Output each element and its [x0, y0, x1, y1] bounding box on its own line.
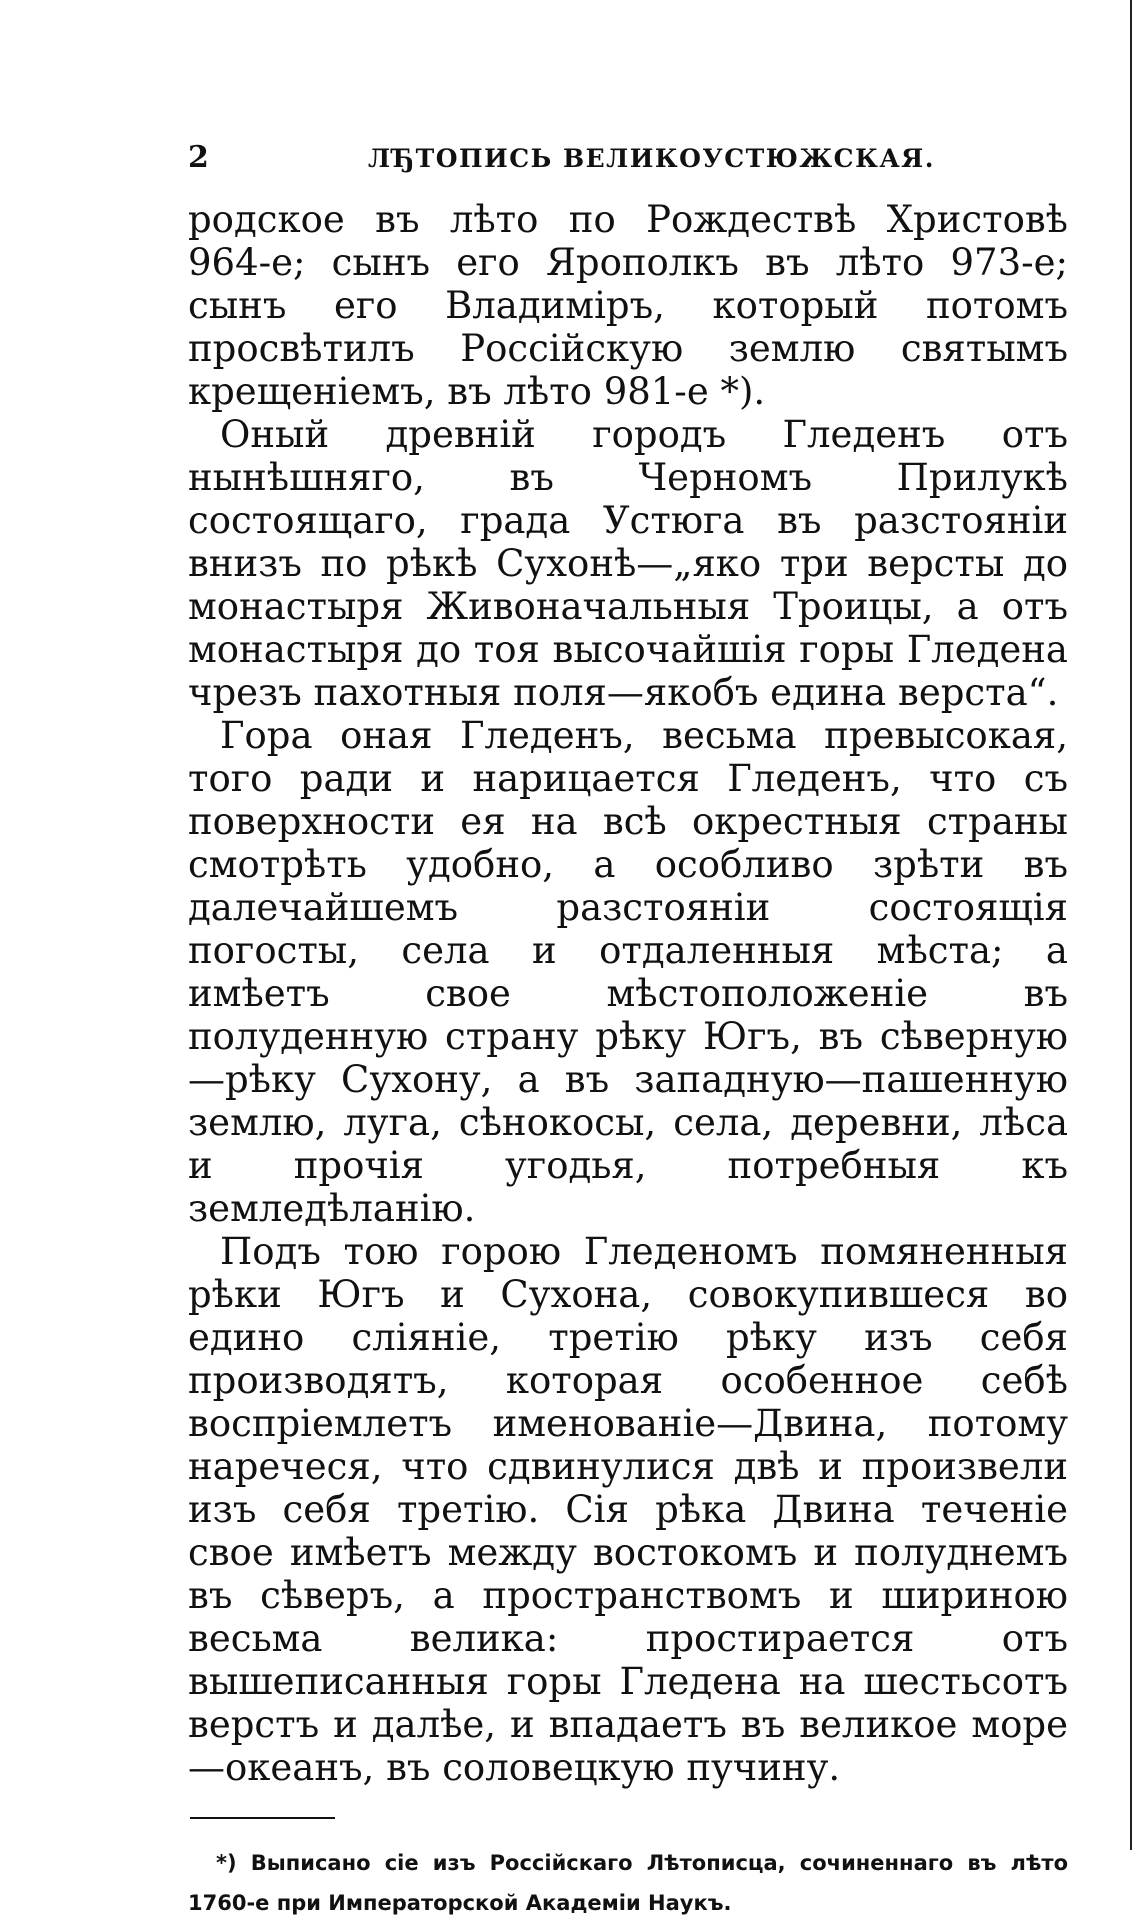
paragraph-gleden-town: Оный древній городъ Гледенъ отъ нынѣшняго, въ Черномъ Прилукѣ состоящаго, града Устюга въ разстояніи внизъ по рѣкѣ Сухонѣ—„яко три версты до монастыря Живоначальныя Троицы, а отъ монастыря до тоя высочайшія горы Гледена чрезъ пахотныя поля—якобъ едина верста“.	[188, 413, 1068, 714]
footnote-divider	[190, 1817, 335, 1819]
paragraph-continuation: родское въ лѣто по Рождествѣ Христовѣ 964-е; сынъ его Ярополкъ въ лѣто 973-е; сынъ его Владиміръ, который потомъ просвѣтилъ Россійскую землю святымъ крещеніемъ, въ лѣто 981-е *).	[188, 198, 1068, 413]
running-head	[188, 140, 1068, 180]
paragraph-gleden-mountain: Гора оная Гледенъ, весьма превысокая, того ради и нарицается Гледенъ, что съ поверхности ея на всѣ окрестныя страны смотрѣть удобно, а особливо зрѣти въ далечайшемъ разстояніи состоящія погосты, села и отдаленныя мѣста; а имѣетъ свое мѣстоположеніе въ полуденную страну рѣку Югъ, въ сѣверную—рѣку Сухону, а въ западную—пашенную землю, луга, сѣнокосы, села, деревни, лѣса и прочія угодья, потребныя къ земледѣланію.	[188, 714, 1068, 1230]
body-text	[188, 198, 1068, 1789]
scan-edge-line	[1130, 0, 1132, 1850]
document-page	[188, 140, 1068, 1923]
running-title: ЛЂТОПИСЬ ВЕЛИКОУСТЮЖСКАЯ.	[368, 144, 935, 173]
page-number: 2	[188, 140, 209, 175]
footnote: *) Выписано сіе изъ Россійскаго Лѣтописца, сочиненнаго въ лѣто 1760-е при Императорской Академіи Наукъ.	[188, 1851, 1068, 1915]
paragraph-dvina-river: Подъ тою горою Гледеномъ помяненныя рѣки Югъ и Сухона, совокупившеся во едино сліяніе, третію рѣку изъ себя производятъ, которая особенное себѣ воспріемлетъ именованіе—Двина, потому наречеся, что сдвинулися двѣ и произвели изъ себя третію. Сія рѣка Двина теченіе свое имѣетъ между востокомъ и полуднемъ въ сѣверъ, а пространствомъ и шириною весьма велика: простирается отъ вышеписанныя горы Гледена на шестьсотъ верстъ и далѣе, и впадаетъ въ великое море—океанъ, въ соловецкую пучину.	[188, 1230, 1068, 1789]
